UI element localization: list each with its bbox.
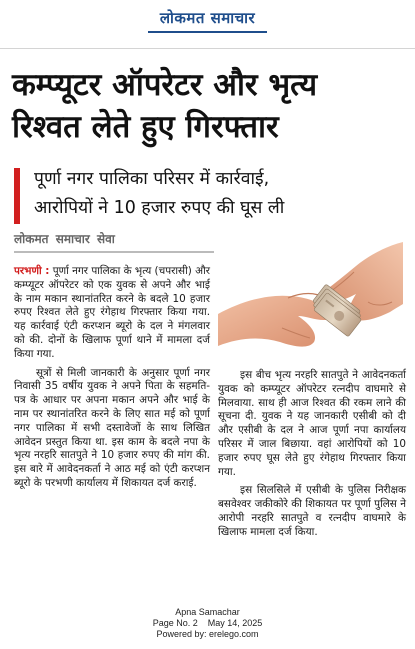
paragraph-text: पूर्णा नगर पालिका के भृत्य (चपरासी) और कम्प्यूटर ऑपरेटर को एक युवक से अपने और भाई के नाम मकान स्थानांतरित करने के बदले 10 हजार रुपए रिश्वत लेते हुए रंगेहाथ गिरफ्तार किया गया. यह कार्रवाई एंटी करप्शन ब्यूरो के दल ने मंगलवार को की. दोनों के खिलाफ पूर्णा थाने में मामला दर्ज किया गया. (14, 265, 211, 360)
subhead-line-1: पूर्णा नगर पालिका परिसर में कार्रवाई, (34, 169, 270, 189)
masthead (0, 0, 415, 49)
footer-page-date: Page No. 2 May 14, 2025 (152, 618, 263, 628)
article-paragraph: इस बीच भृत्य नरहरि सातपुते ने आवेदनकर्ता युवक को कम्प्यूटर ऑपरेटर रत्नदीप वाघमारे से मिलवाया. साथ ही आज रिश्वत की रकम लाने की सूचना दी. युवक ने यह जानकारी एसीबी को दी और एसीबी के दल ने आज पूर्णा नपा कार्यालय परिसर में जाल बिछाया. वहां आरोपियों को 10 हजार रुपए घूस लेते हुए रंगेहाथ गिरफ्तार किया गया. (218, 369, 406, 478)
article-byline: लोकमत समाचार सेवा (14, 230, 214, 253)
headline-line-1: कम्प्यूटर ऑपरेटर और भृत्य (12, 67, 318, 103)
hand-passing-money-photo (218, 232, 403, 367)
article-paragraph (14, 265, 210, 362)
article-paragraph: इस सिलसिले में एसीबी के पुलिस निरीक्षक बसवेश्वर जकीकोरे की शिकायत पर पूर्णा पुलिस ने आरोपी नरहरि सातपुते व रत्नदीप वाघमारे के खिलाफ मामला दर्ज किया. (218, 484, 406, 538)
article-headline (12, 64, 407, 148)
page-footer (0, 607, 415, 640)
footer-publication: Apna Samachar (175, 607, 240, 617)
bribe-illustration-icon (218, 232, 403, 367)
article-subhead (34, 165, 409, 223)
article-paragraph: सूत्रों से मिली जानकारी के अनुसार पूर्णा नगर निवासी 35 वर्षीय युवक ने अपने पिता के सहमति-पत्र के आधार पर अपना मकान अपने और भाई के नाम पर स्थानांतरित करने के लिए सात मई को पूर्णा नगर पालिका में सभी दस्तावेजों के साथ लिखित आवेदन प्रस्तुत किया था. इस काम के बदले नपा के भृत्य नरहरि सातपुते ने 10 हजार रुपए की मांग की. इस बारे में आवेदनकर्ता ने आठ मई को एंटी करप्शन ब्यूरो के परभणी कार्यालय में शिकायत दर्ज कराई. (14, 366, 210, 489)
masthead-underline (148, 31, 267, 33)
subhead-accent-bar (14, 168, 20, 224)
subhead-line-2: आरोपियों ने 10 हजार रुपए की घूस ली (34, 198, 285, 218)
article-column-left (14, 265, 210, 496)
footer-powered-by: Powered by: erelego.com (156, 629, 259, 639)
newspaper-name: लोकमत समाचार (159, 9, 256, 27)
dateline: परभणी : (14, 265, 50, 277)
headline-line-2: रिश्वत लेते हुए गिरफ्तार (12, 109, 279, 145)
article-column-right (218, 369, 406, 545)
